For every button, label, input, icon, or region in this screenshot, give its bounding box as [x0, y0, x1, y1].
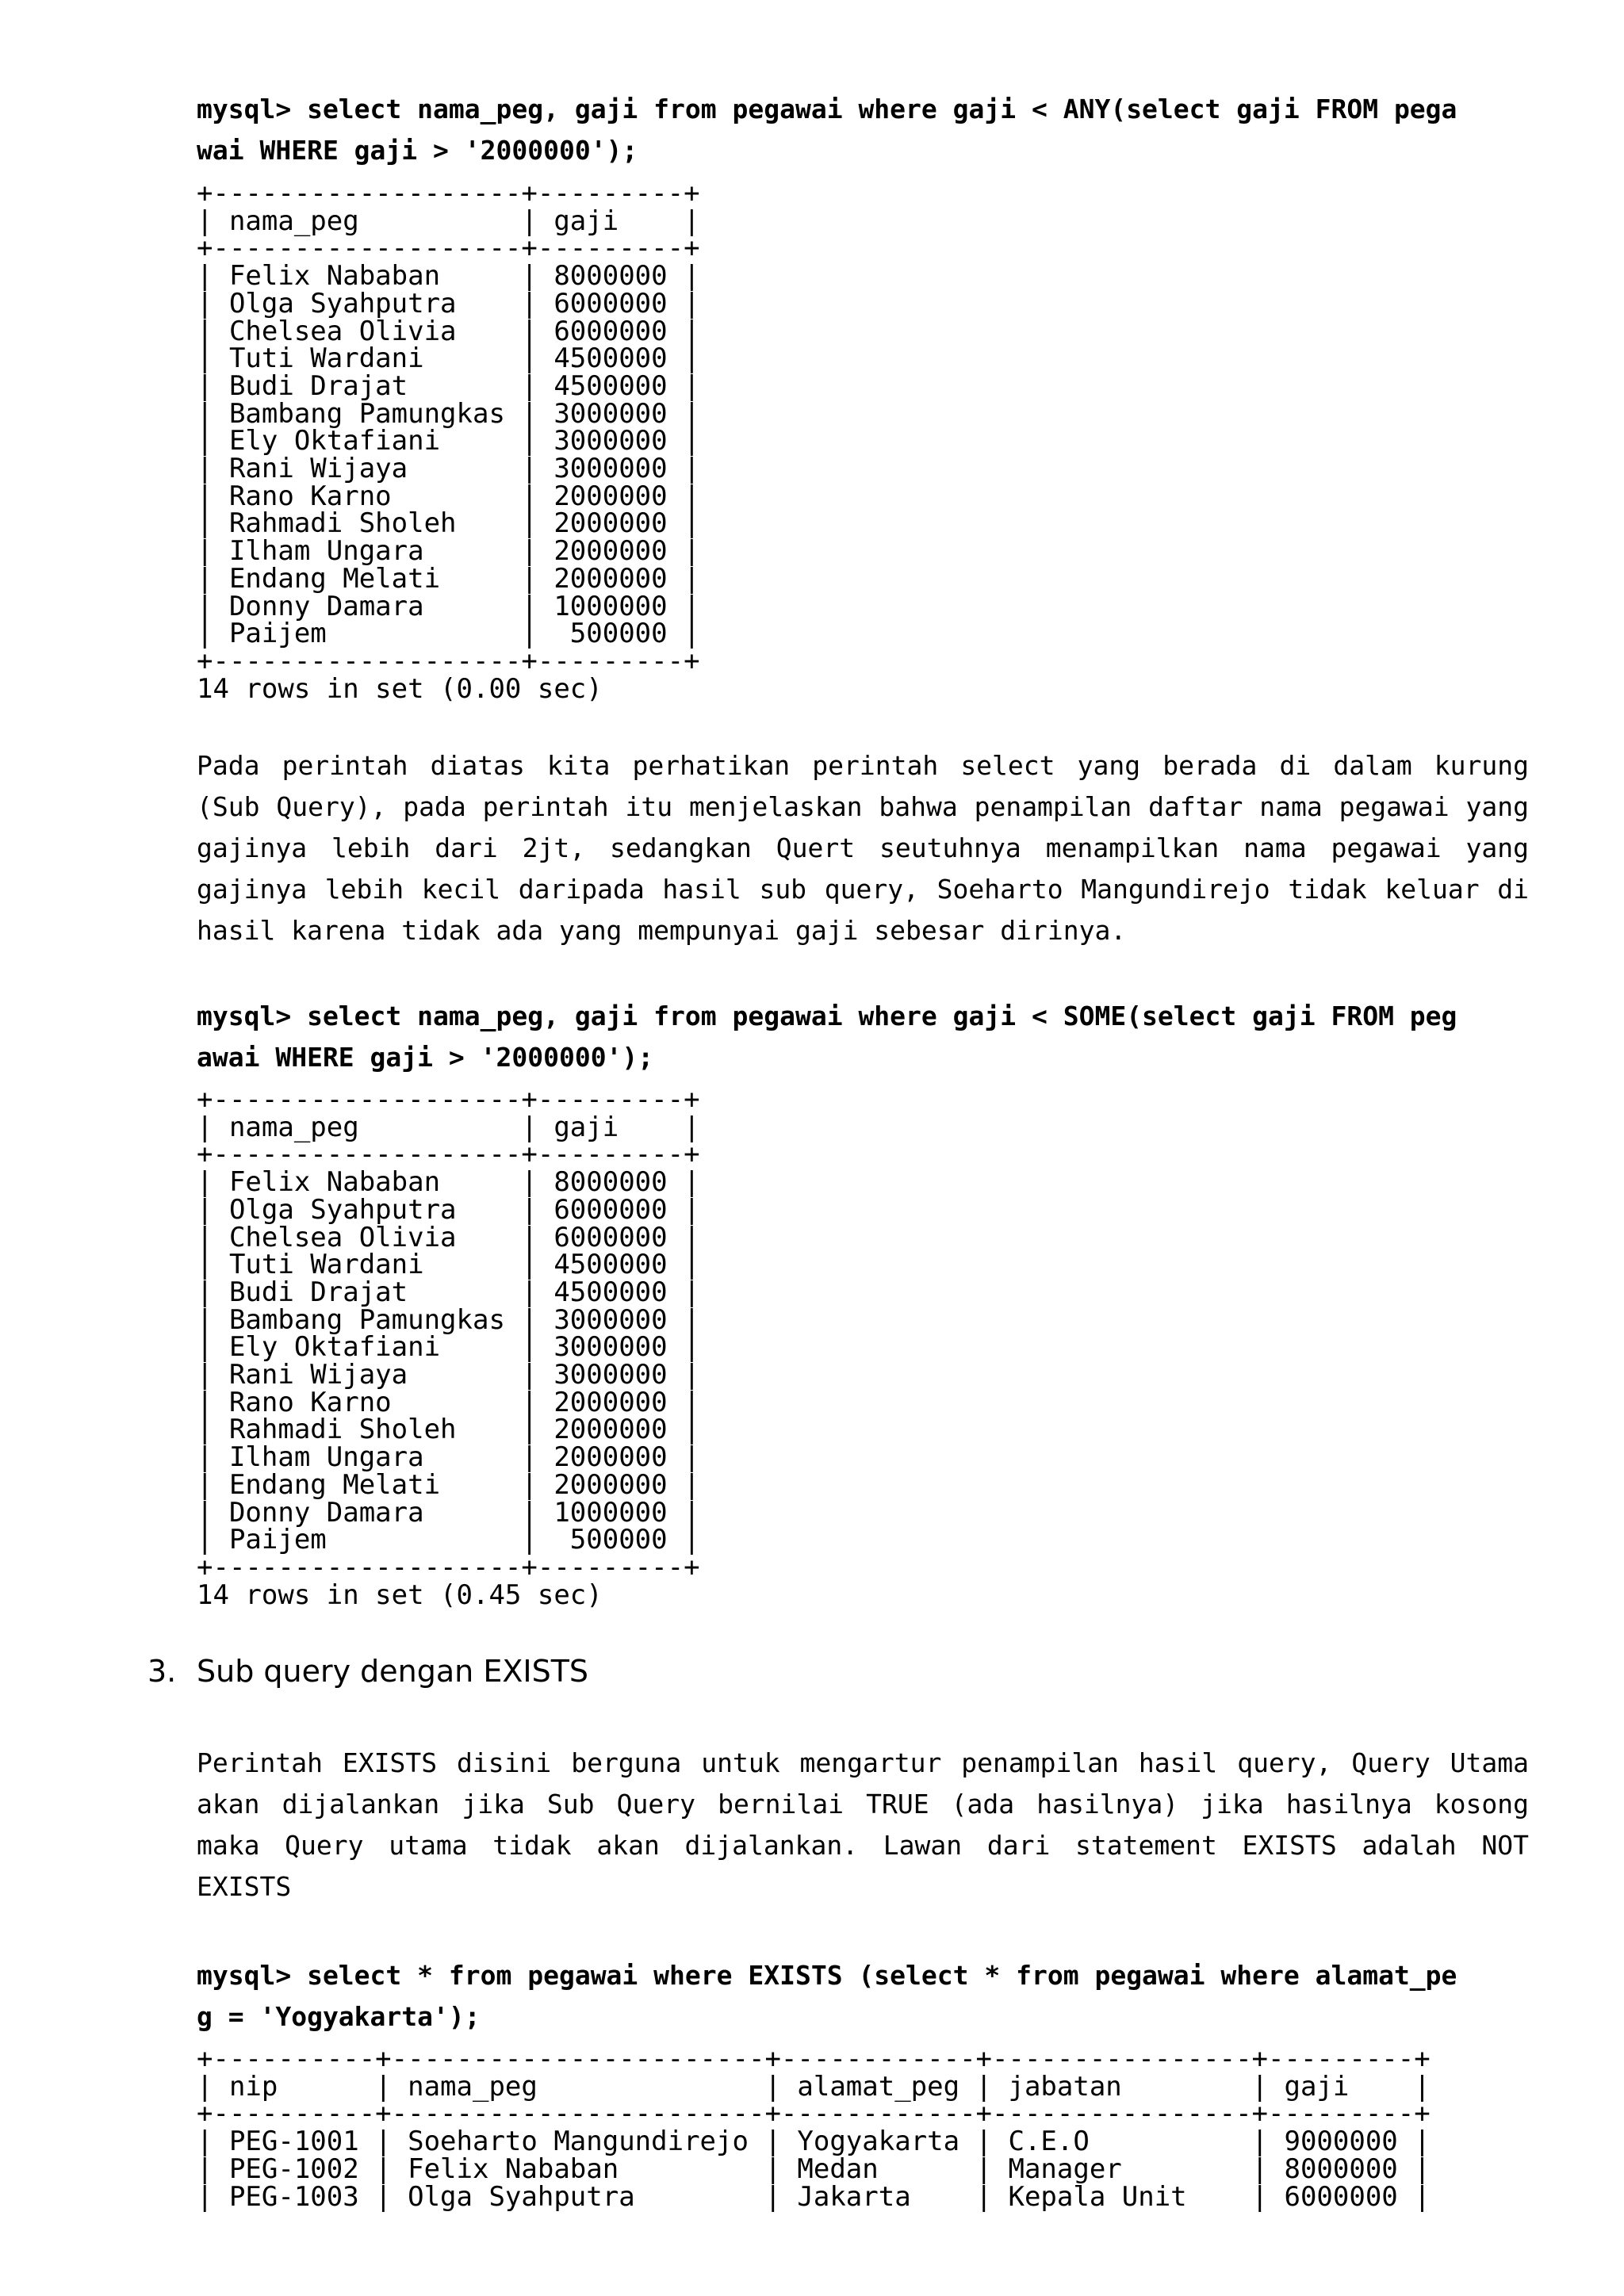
result-table-exists: +----------+-----------------------+------------+----------------+---------+ | nip | nama_peg | alamat_peg | jabatan | gaji | +----------+-----------------------+------------+----------------+---------+ | PEG-1001 | Soeharto Mangundirejo | Yogyakarta | C.E.O | 9000000 | | PEG-1002 | Felix Nababan | Medan | Manager | 8000000 | | PEG-1003 | Olga Syahputra | Jakarta | Kepala Unit | 6000000 | — [197, 2043, 1431, 2213]
section-title: Sub query dengan EXISTS — [197, 1654, 589, 1689]
sql-command-any: mysql> select nama_peg, gaji from pegawai where gaji < ANY(select gaji FROM pega wai WHERE gaji > '2000000'); — [197, 94, 1457, 166]
section-number: 3. — [147, 1654, 177, 1689]
section-heading-exists — [147, 1651, 588, 1692]
sql-command-some: mysql> select nama_peg, gaji from pegawai where gaji < SOME(select gaji FROM peg awai WHERE gaji > '2000000'); — [197, 1001, 1457, 1073]
paragraph-explanation-subquery: Pada perintah diatas kita perhatikan perintah select yang berada di dalam kurung (Sub Query), pada perintah itu menjelaskan bahwa penampilan daftar nama pegawai yang gajinya lebih dari 2jt, sedangkan Quert seutuhnya menampilkan nama pegawai yang gajinya lebih kecil daripada hasil sub query, Soeharto Mangundirejo tidak keluar di hasil karena tidak ada yang mempunyai gaji sebesar dirinya. — [197, 750, 1529, 946]
result-table-some: +-------------------+---------+ | nama_peg | gaji | +-------------------+---------+ | Felix Nababan | 8000000 | | Olga Syahputra | 6000000 | | Chelsea Olivia | 6000000 | | Tuti Wardani | 4500000 | | Budi Drajat | 4500000 | | Bambang Pamungkas | 3000000 | | Ely Oktafiani | 3000000 | | Rani Wijaya | 3000000 | | Rano Karno | 2000000 | | Rahmadi Sholeh | 2000000 | | Ilham Ungara | 2000000 | | Endang Melati | 2000000 | | Donny Damara | 1000000 | | Paijem | 500000 | +-------------------+---------+ 14 rows in set (0.45 sec) — [197, 1084, 700, 1611]
paragraph-exists-description: Perintah EXISTS disini berguna untuk mengartur penampilan hasil query, Query Utama akan dijalankan jika Sub Query bernilai TRUE (ada hasilnya) jika hasilnya kosong maka Query utama tidak akan dijalankan. Lawan dari statement EXISTS adalah NOT EXISTS — [197, 1747, 1529, 1902]
result-table-any: +-------------------+---------+ | nama_peg | gaji | +-------------------+---------+ | Felix Nababan | 8000000 | | Olga Syahputra | 6000000 | | Chelsea Olivia | 6000000 | | Tuti Wardani | 4500000 | | Budi Drajat | 4500000 | | Bambang Pamungkas | 3000000 | | Ely Oktafiani | 3000000 | | Rani Wijaya | 3000000 | | Rano Karno | 2000000 | | Rahmadi Sholeh | 2000000 | | Ilham Ungara | 2000000 | | Endang Melati | 2000000 | | Donny Damara | 1000000 | | Paijem | 500000 | +-------------------+---------+ 14 rows in set (0.00 sec) — [197, 178, 700, 705]
sql-command-exists: mysql> select * from pegawai where EXISTS (select * from pegawai where alamat_pe g = 'Yogyakarta'); — [197, 1960, 1457, 2032]
